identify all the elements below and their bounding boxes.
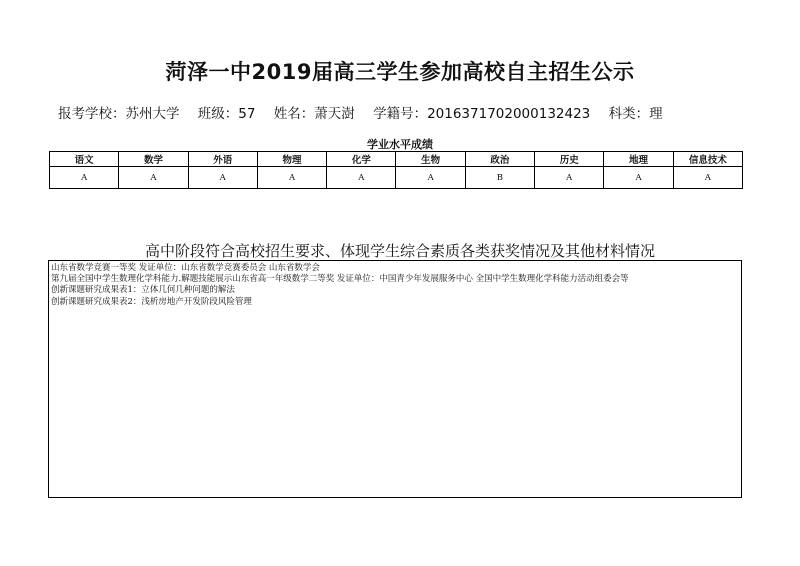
name-value: 萧天澍 (314, 106, 355, 122)
grade-header-it: 信息技术 (673, 152, 742, 167)
grades-table (49, 151, 743, 189)
grades-header-row (50, 152, 743, 167)
grades-value-row (50, 167, 743, 189)
grade-header-politics: 政治 (465, 152, 534, 167)
grade-value-foreign-language: A (188, 167, 257, 189)
grade-header-history: 历史 (535, 152, 604, 167)
class-label: 班级： (197, 106, 239, 122)
track-value: 理 (649, 106, 663, 122)
student-id-label: 学籍号： (373, 106, 428, 122)
grade-header-math: 数学 (119, 152, 188, 167)
school-value: 苏州大学 (125, 106, 180, 122)
name-label: 姓名： (273, 106, 315, 122)
student-info (58, 102, 663, 122)
award-line: 第九届全国中学生数理化学科能力.解题技能展示山东省高一年级数学二等奖 发证单位：中国青少年发展服务中心 全国中学生数理化学科能力活动组委会等 (51, 274, 629, 285)
award-line: 创新课题研究成果表2：浅析房地产开发阶段风险管理 (51, 296, 252, 307)
grade-value-physics: A (257, 167, 326, 189)
grade-value-biology: A (396, 167, 465, 189)
grade-value-history: A (535, 167, 604, 189)
grade-header-physics: 物理 (257, 152, 326, 167)
grade-value-it: A (673, 167, 742, 189)
grade-value-chinese: A (50, 167, 119, 189)
track-label: 科类： (608, 106, 650, 122)
grade-value-politics: B (465, 167, 534, 189)
school-label: 报考学校： (58, 106, 126, 122)
grade-value-geography: A (604, 167, 673, 189)
grade-value-chemistry: A (327, 167, 396, 189)
grade-header-chinese: 语文 (50, 152, 119, 167)
grades-caption: 学业水平成绩 (367, 138, 433, 151)
grade-header-geography: 地理 (604, 152, 673, 167)
class-value: 57 (238, 106, 256, 122)
award-line: 山东省数学竞赛一等奖 发证单位：山东省数学竞赛委员会 山东省数学会 (51, 263, 320, 273)
awards-heading: 高中阶段符合高校招生要求、体现学生综合素质各类获奖情况及其他材料情况 (144, 242, 655, 260)
student-id-value: 2016371702000132423 (427, 106, 591, 122)
grade-header-chemistry: 化学 (327, 152, 396, 167)
award-line: 创新课题研究成果表1：立体几何几种问题的解法 (51, 285, 235, 296)
grade-header-foreign-language: 外语 (188, 152, 257, 167)
grade-value-math: A (119, 167, 188, 189)
awards-box (48, 260, 742, 498)
grade-header-biology: 生物 (396, 152, 465, 167)
page-title: 菏泽一中2019届高三学生参加高校自主招生公示 (165, 60, 635, 84)
